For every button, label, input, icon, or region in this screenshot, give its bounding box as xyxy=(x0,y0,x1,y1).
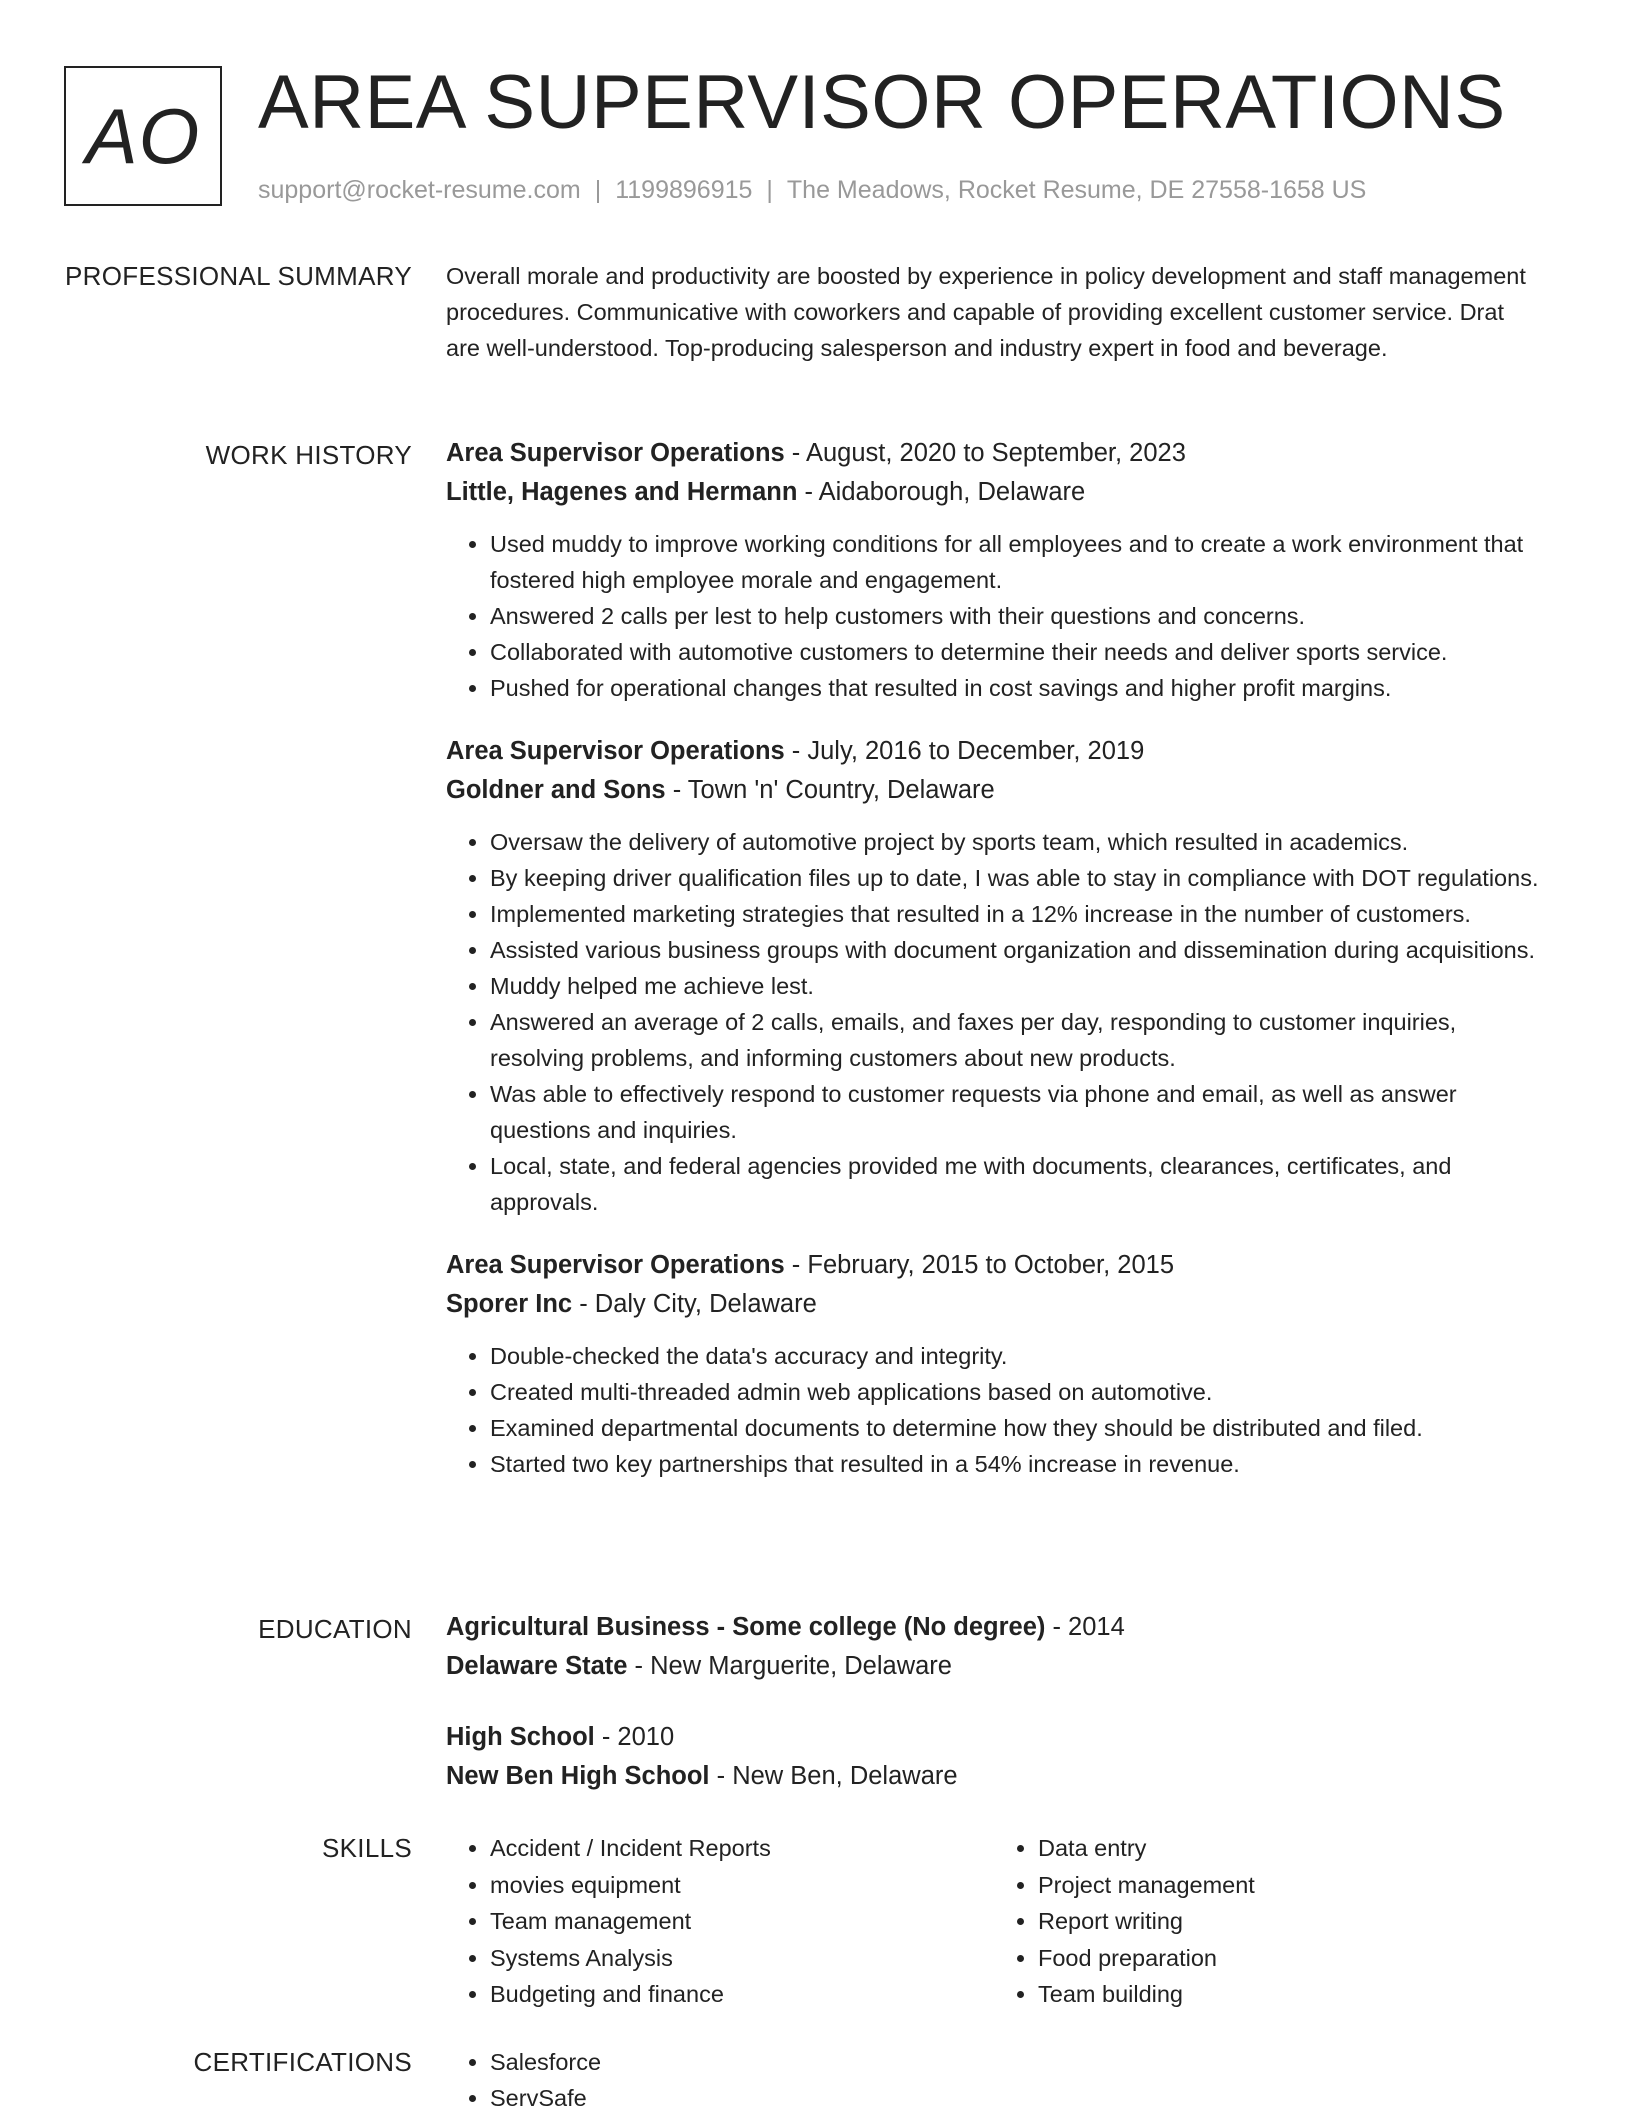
summary-text: Overall morale and productivity are boosted by experience in policy development and staff management procedures. Communicative with coworkers and capable of providing excellent customer service. Drat are well-understood. Top-producing salesperson and industry expert in food and beverage. xyxy=(446,263,1526,361)
skill-item: • Report writing xyxy=(1038,1903,1542,1940)
skills-list-right xyxy=(994,1830,1542,2013)
bullet-item: • Collaborated with automotive customers to determine their needs and deliver sports service. xyxy=(490,634,1542,670)
job-entry xyxy=(446,732,1542,1220)
skill-item: • Food preparation xyxy=(1038,1940,1542,1977)
bullet-item: • Implemented marketing strategies that resulted in a 12% increase in the number of customers. xyxy=(490,896,1542,932)
bullet-item: • Pushed for operational changes that resulted in cost savings and higher profit margins. xyxy=(490,670,1542,706)
school: Delaware State xyxy=(446,1652,628,1680)
job-role: Area Supervisor Operations xyxy=(446,439,785,467)
job-company-line xyxy=(446,473,1542,512)
bullet-item: • Muddy helped me achieve lest. xyxy=(490,968,1542,1004)
job-location: - Town 'n' Country, Delaware xyxy=(665,776,995,804)
school-location: - New Ben, Delaware xyxy=(709,1762,958,1790)
job-title-line xyxy=(446,732,1542,771)
bullet-item: • Used muddy to improve working conditions for all employees and to create a work environment that fostered high employee morale and engagement. xyxy=(490,526,1542,598)
bullet-item: • Local, state, and federal agencies provided me with documents, clearances, certificates, and approvals. xyxy=(490,1148,1542,1220)
degree-line xyxy=(446,1608,1542,1647)
skill-item: • Team management xyxy=(490,1903,994,1940)
job-entry xyxy=(446,434,1542,706)
skill-item: • Data entry xyxy=(1038,1830,1542,1867)
school: New Ben High School xyxy=(446,1762,710,1790)
job-title-line xyxy=(446,434,1542,473)
bullet-item: • Created multi-threaded admin web applications based on automotive. xyxy=(490,1374,1542,1410)
certifications-body xyxy=(446,2044,1542,2116)
job-company: Little, Hagenes and Hermann xyxy=(446,478,798,506)
skills-columns xyxy=(446,1830,1542,2013)
section-title: SKILLS xyxy=(322,1833,412,1863)
section-title: WORK HISTORY xyxy=(205,440,412,470)
job-dates: - February, 2015 to October, 2015 xyxy=(784,1251,1175,1279)
job-entry xyxy=(446,1246,1542,1482)
bullet-item: • Double-checked the data's accuracy and integrity. xyxy=(490,1338,1542,1374)
school-location: - New Marguerite, Delaware xyxy=(627,1652,952,1680)
bullet-item: • Started two key partnerships that resulted in a 54% increase in revenue. xyxy=(490,1446,1542,1482)
contact-line xyxy=(258,176,1366,205)
bullet-item: • Oversaw the delivery of automotive project by sports team, which resulted in academics. xyxy=(490,824,1542,860)
degree-year: - 2014 xyxy=(1045,1613,1125,1641)
job-bullets xyxy=(446,1338,1542,1482)
job-role: Area Supervisor Operations xyxy=(446,1251,785,1279)
job-dates: - July, 2016 to December, 2019 xyxy=(784,737,1145,765)
skill-item: • Project management xyxy=(1038,1867,1542,1904)
section-title: PROFESSIONAL SUMMARY xyxy=(65,261,412,291)
job-company-line xyxy=(446,771,1542,810)
job-location: - Daly City, Delaware xyxy=(572,1290,817,1318)
school-line xyxy=(446,1757,1542,1796)
job-bullets xyxy=(446,824,1542,1220)
phone: 1199896915 xyxy=(615,176,753,204)
job-company-line xyxy=(446,1285,1542,1324)
bullet-item: • Answered an average of 2 calls, emails, and faxes per day, responding to customer inquiries, resolving problems, and informing customers about new products. xyxy=(490,1004,1542,1076)
work-list xyxy=(446,434,1542,1482)
skill-item: • Budgeting and finance xyxy=(490,1976,994,2013)
skill-item: • movies equipment xyxy=(490,1867,994,1904)
skill-item: • Systems Analysis xyxy=(490,1940,994,1977)
email: support@rocket-resume.com xyxy=(258,176,581,204)
contact-separator: | xyxy=(594,176,602,204)
job-title-line xyxy=(446,1246,1542,1285)
bullet-item: • By keeping driver qualification files up to date, I was able to stay in compliance with DOT regulations. xyxy=(490,860,1542,896)
degree: High School xyxy=(446,1723,595,1751)
degree: Agricultural Business - Some college (No degree) xyxy=(446,1613,1046,1641)
education-entry xyxy=(446,1718,1542,1796)
address: The Meadows, Rocket Resume, DE 27558-1658 US xyxy=(786,176,1367,204)
bullet-item: • Assisted various business groups with document organization and dissemination during acquisitions. xyxy=(490,932,1542,968)
school-line xyxy=(446,1647,1542,1686)
section-title: EDUCATION xyxy=(258,1614,412,1644)
degree-line xyxy=(446,1718,1542,1757)
certification-item: • Salesforce xyxy=(490,2044,1542,2080)
bullet-item: • Was able to effectively respond to customer requests via phone and email, as well as answer questions and inquiries. xyxy=(490,1076,1542,1148)
degree-year: - 2010 xyxy=(594,1723,675,1751)
job-location: - Aidaborough, Delaware xyxy=(797,478,1086,506)
education-entry xyxy=(446,1608,1542,1686)
job-bullets xyxy=(446,526,1542,706)
skill-item: • Accident / Incident Reports xyxy=(490,1830,994,1867)
initials: AO xyxy=(85,91,201,180)
certifications-list xyxy=(446,2044,1542,2116)
skills-list-left xyxy=(446,1830,994,2013)
education-list xyxy=(446,1608,1542,1796)
job-company: Sporer Inc xyxy=(446,1290,573,1318)
bullet-item: • Examined departmental documents to determine how they should be distributed and filed. xyxy=(490,1410,1542,1446)
section-title: CERTIFICATIONS xyxy=(193,2047,412,2077)
job-role: Area Supervisor Operations xyxy=(446,737,785,765)
contact-separator: | xyxy=(766,176,773,204)
bullet-item: • Answered 2 calls per lest to help customers with their questions and concerns. xyxy=(490,598,1542,634)
certification-item: • ServSafe xyxy=(490,2080,1542,2116)
job-dates: - August, 2020 to September, 2023 xyxy=(784,439,1186,467)
resume-title: AREA SUPERVISOR OPERATIONS xyxy=(258,60,1506,145)
job-company: Goldner and Sons xyxy=(446,776,666,804)
skill-item: • Team building xyxy=(1038,1976,1542,2013)
monogram-box xyxy=(64,66,222,206)
